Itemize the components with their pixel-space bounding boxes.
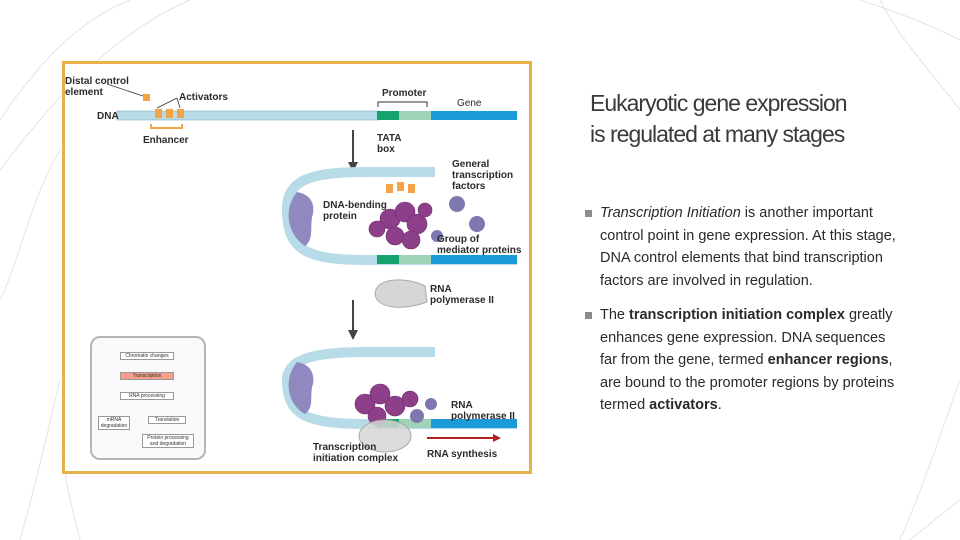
bullet-2-seg7: . [717, 397, 722, 413]
label-rna-polymerase: RNA polymerase II [430, 284, 494, 306]
bullet-marker-icon [585, 312, 592, 319]
mini-protein-processing: Protein processing and degradation [142, 434, 194, 448]
label-rna-polymerase-2: RNA polymerase II [451, 400, 515, 422]
bullet-2-bold-activators: activators [649, 397, 718, 413]
label-transcription-initiation-complex: Transcription initiation complex [313, 442, 399, 464]
mini-transcription: Transcription [120, 372, 174, 380]
bullet-1-italic: Transcription Initiation [600, 205, 741, 221]
bullet-marker-icon [585, 210, 592, 217]
title-line-1: Eukaryotic gene expression [590, 90, 847, 116]
slide-title [590, 88, 910, 150]
label-dna-bending-protein: DNA-bending protein [323, 200, 387, 222]
gene-expression-figure [62, 61, 532, 474]
bullet-2-bold-complex: transcription initiation complex [629, 307, 845, 323]
bullet-2-bold-enhancer: enhancer regions [767, 352, 889, 368]
bullet-2-seg3: greatly enhances gene expression. DNA sequences far from the gene, termed [600, 307, 893, 368]
label-rna-synthesis: RNA synthesis [427, 449, 498, 460]
label-gene: Gene [457, 98, 482, 109]
bullet-item [583, 202, 903, 292]
label-distal-control-element: Distal control element [65, 76, 129, 98]
mini-translation: Translation [148, 416, 186, 424]
label-dna: DNA [97, 111, 119, 122]
tata-box [377, 111, 399, 120]
label-promoter: Promoter [382, 88, 427, 99]
bullet-item [583, 304, 903, 417]
mini-chromatin-changes: Chromatin changes [120, 352, 174, 360]
label-enhancer: Enhancer [143, 135, 189, 146]
mini-mrna-degradation: mRNA degradation [98, 416, 130, 430]
mini-rna-processing: RNA processing [120, 392, 174, 400]
bullet-2-seg5: , are bound to the promoter regions by proteins termed [600, 352, 895, 413]
bullet-1-text: is another important control point in gene expression. At this stage, DNA control elements that bind transcription factors are involved in regulation. [600, 205, 896, 289]
bullet-2-seg1: The [600, 307, 630, 323]
gene-region [431, 111, 517, 120]
label-activators: Activators [179, 92, 228, 103]
rna-polymerase-ii [375, 280, 427, 307]
bullet-list [583, 202, 903, 429]
label-general-transcription-factors: General transcription factors [452, 159, 514, 192]
label-tata-box: TATA box [377, 133, 402, 155]
promoter-region [399, 111, 431, 120]
title-line-2: is regulated at many stages [590, 121, 845, 147]
overview-flowchart [90, 336, 206, 460]
label-mediator-proteins: Group of mediator proteins [437, 234, 522, 256]
